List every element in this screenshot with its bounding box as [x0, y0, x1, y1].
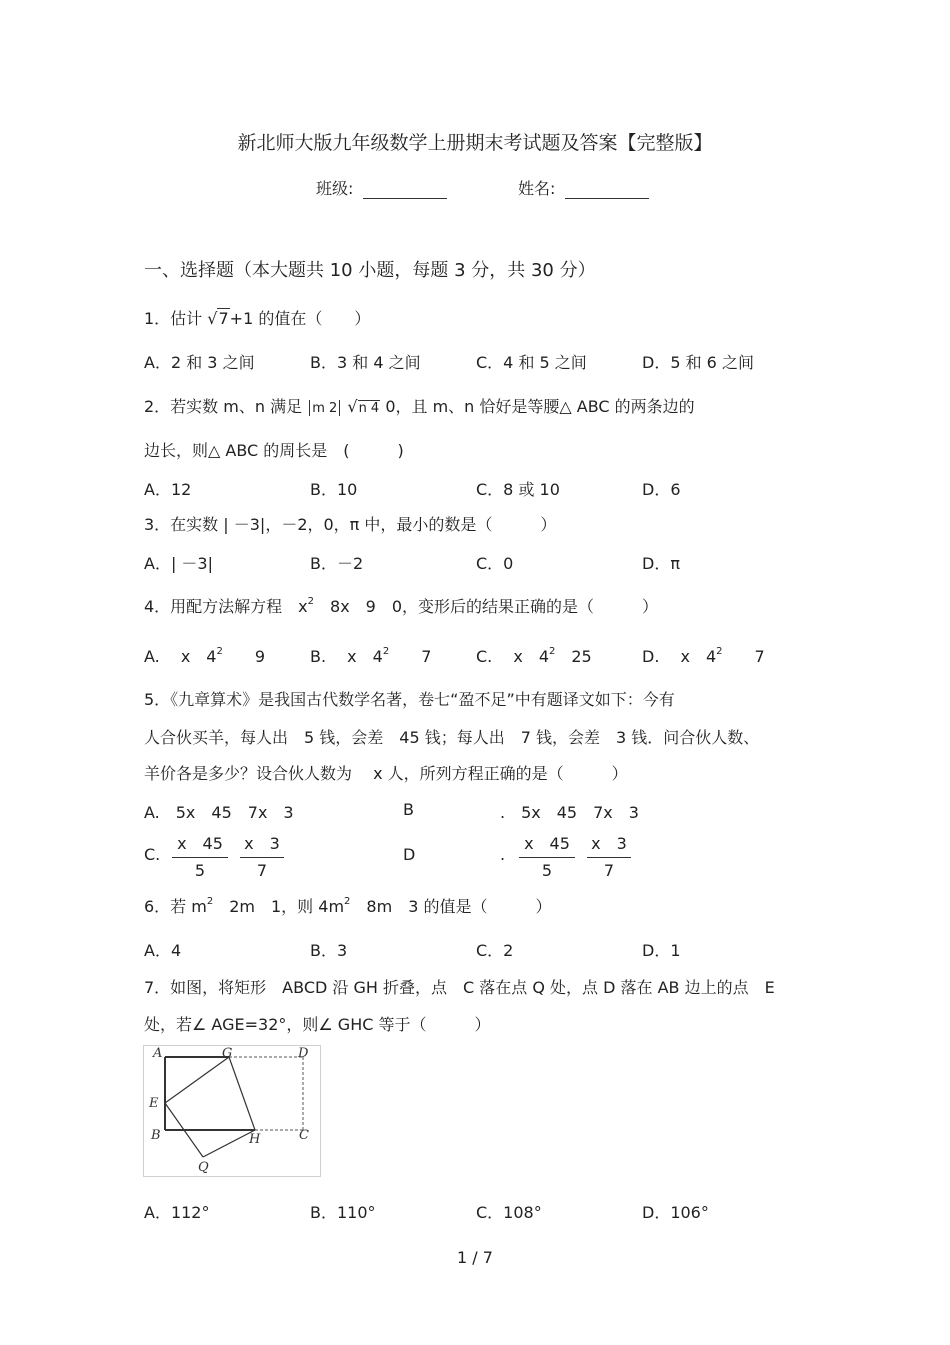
q4-d-exp: 2 — [716, 646, 723, 657]
class-blank — [363, 181, 447, 199]
q5-option-d-label: D — [403, 845, 416, 864]
q2-stem-line2: 边长，则△ ABC 的周长是 ( ) — [144, 441, 404, 460]
q5-option-b-label: B — [403, 800, 414, 819]
q4-option-c — [476, 644, 592, 667]
q4-stem-b: 8x 9 0，变形后的结果正确的是（ ） — [314, 597, 659, 616]
q4-stem-exp: 2 — [307, 596, 315, 607]
page-title: 新北师大版九年级数学上册期末考试题及答案【完整版】 — [237, 132, 713, 154]
q5-option-b: . 5x 45 7x 3 — [500, 803, 639, 822]
q7-option-c: C．108° — [476, 1203, 542, 1222]
q4-b-exp: 2 — [382, 646, 390, 657]
q5-c-f2-num: x 3 — [240, 831, 284, 858]
label-H: H — [249, 1132, 261, 1147]
name-blank — [565, 181, 649, 199]
q6-option-c: C．2 — [476, 941, 514, 960]
q3-option-c: C．0 — [476, 554, 514, 573]
label-C: C — [299, 1128, 309, 1143]
q7-option-a: A．112° — [144, 1203, 210, 1222]
q5-c-f1-num: x 45 — [172, 831, 228, 858]
q4-c-base: C. x 4 — [476, 647, 549, 666]
question-3: 3．在实数 | －3|，－2，0，π 中，最小的数是（ ） — [144, 515, 557, 534]
sqrt-symbol: √n 4 — [347, 397, 380, 416]
q4-option-a — [144, 644, 265, 667]
q5-d-f1-den: 5 — [541, 861, 553, 880]
q3-option-a: A．| －3| — [144, 554, 213, 573]
q1-option-d: D．5 和 6 之间 — [642, 353, 754, 372]
name-label: 姓名: — [518, 179, 556, 198]
q6-stem-b: 2m 1，则 4m — [213, 897, 345, 916]
q6-option-d: D．1 — [642, 941, 681, 960]
sqrt-symbol: √7 — [207, 309, 229, 328]
q6-stem-c: 8m 3 的值是（ ） — [350, 897, 552, 916]
q6-stem-a: 6．若 m — [144, 897, 207, 916]
q6-exp-1: 2 — [206, 896, 214, 907]
q5-d-fraction-2 — [587, 831, 631, 880]
q7-line1: 7．如图，将矩形 ABCD 沿 GH 折叠，点 C 落在点 Q 处，点 D 落在 AB 边上的点 E — [144, 978, 775, 997]
abs-bar-right — [339, 400, 340, 416]
q7-option-d: D．106° — [642, 1203, 709, 1222]
q4-stem-a: 4．用配方法解方程 x — [144, 597, 308, 616]
q4-b-rest: 7 — [389, 647, 432, 666]
q5-c-fraction-2 — [240, 831, 284, 880]
q5-option-a: A. 5x 45 7x 3 — [144, 803, 294, 822]
q1-option-b: B．3 和 4 之间 — [310, 353, 421, 372]
name-field — [518, 176, 649, 199]
q4-b-base: B. x 4 — [310, 647, 383, 666]
question-2 — [144, 394, 695, 417]
q2-option-b: B．10 — [310, 480, 358, 499]
q4-option-d — [642, 644, 765, 667]
page-number: 1 / 7 — [457, 1248, 493, 1267]
q5-option-c-label: C. — [144, 845, 161, 864]
q1-stem-b: +1 的值在（ ） — [229, 309, 371, 328]
q5-option-d-dot: . — [500, 845, 506, 864]
question-4 — [144, 594, 658, 617]
q1-radicand: 7 — [218, 309, 229, 328]
q5-d-f1-num: x 45 — [519, 831, 575, 858]
q4-option-b — [310, 644, 431, 667]
label-E: E — [149, 1096, 159, 1111]
q5-line1: 5．《九章算术》是我国古代数学名著，卷七“盈不足”中有题译文如下：今有 — [144, 690, 675, 709]
label-D: D — [298, 1046, 309, 1061]
q6-option-a: A．4 — [144, 941, 182, 960]
q6-exp-2: 2 — [344, 896, 351, 907]
question-6 — [144, 894, 551, 917]
q4-a-rest: 9 — [222, 647, 266, 666]
q1-stem-a: 1．估计 — [144, 309, 203, 328]
q2-option-a: A．12 — [144, 480, 192, 499]
label-B: B — [151, 1128, 161, 1143]
q5-line3: 羊价各是多少？设合伙人数为 x 人，所列方程正确的是（ ） — [144, 764, 628, 783]
class-label: 班级: — [316, 179, 354, 198]
q5-d-f2-num: x 3 — [587, 831, 631, 858]
q2-radicand: n 4 — [358, 401, 380, 416]
q4-c-exp: 2 — [549, 646, 556, 657]
label-A: A — [153, 1046, 163, 1061]
class-field — [316, 176, 447, 199]
q4-a-exp: 2 — [216, 646, 223, 657]
q4-a-base: A. x 4 — [144, 647, 217, 666]
q4-d-base: D. x 4 — [642, 647, 717, 666]
q5-c-f2-den: 7 — [256, 861, 268, 880]
q5-c-fraction-1 — [172, 831, 228, 880]
q6-option-b: B．3 — [310, 941, 348, 960]
q5-line2: 人合伙买羊，每人出 5 钱，会差 45 钱；每人出 7 钱，会差 3 钱．问合伙人数、 — [144, 728, 760, 747]
q4-d-rest: 7 — [722, 647, 765, 666]
q7-option-b: B．110° — [310, 1203, 376, 1222]
rectangle-fold-figure — [143, 1045, 321, 1177]
q3-option-b: B．－2 — [310, 554, 364, 573]
q5-c-f1-den: 5 — [194, 861, 206, 880]
q3-option-d: D．π — [642, 554, 680, 573]
q4-c-rest: 25 — [555, 647, 592, 666]
abs-bar-left — [309, 400, 310, 416]
q5-d-f2-den: 7 — [603, 861, 615, 880]
q2-option-d: D．6 — [642, 480, 681, 499]
q2-option-c: C．8 或 10 — [476, 480, 560, 499]
q5-d-fraction-1 — [519, 831, 575, 880]
label-Q: Q — [198, 1160, 209, 1175]
q7-line2: 处，若∠ AGE=32°，则∠ GHC 等于（ ） — [144, 1015, 491, 1034]
q1-option-c: C．4 和 5 之间 — [476, 353, 587, 372]
question-1 — [144, 306, 370, 329]
q2-stem-b: 0，且 m、n 恰好是等腰△ ABC 的两条边的 — [385, 397, 695, 416]
section-heading: 一、选择题（本大题共 10 小题，每题 3 分，共 30 分） — [144, 260, 596, 281]
q2-abs-inner: m 2 — [312, 401, 338, 416]
label-G: G — [222, 1046, 233, 1061]
q2-stem-a: 2．若实数 m、n 满足 — [144, 397, 303, 416]
q1-option-a: A．2 和 3 之间 — [144, 353, 255, 372]
